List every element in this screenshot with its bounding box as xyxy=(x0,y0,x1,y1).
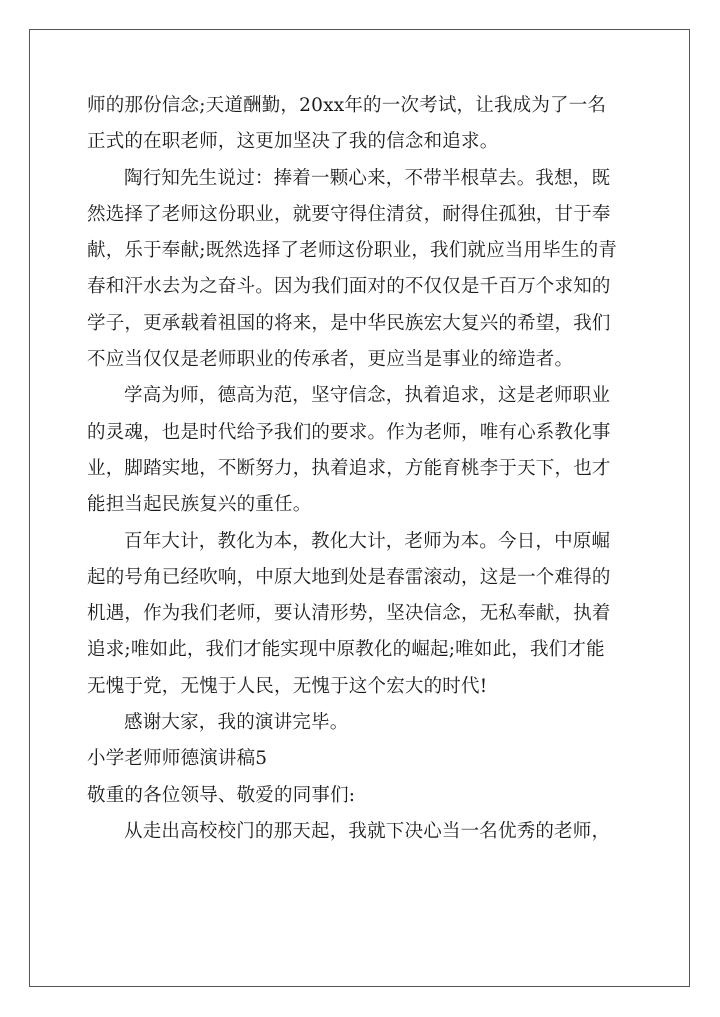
text-line: 追求;唯如此，我们才能实现中原教化的崛起;唯如此，我们才能 xyxy=(87,639,605,661)
text-line: 正式的在职老师，这更加坚决了我的信念和追求。 xyxy=(87,131,499,153)
text-line: 的灵魂，也是时代给予我们的要求。作为老师，唯有心系教化事 xyxy=(87,421,611,443)
document-body xyxy=(87,88,635,850)
text-line: 业，脚踏实地，不断努力，执着追求，方能育桃李于天下，也才 xyxy=(87,457,611,479)
paragraph-start-line: 陶行知先生说过：捧着一颗心来，不带半根草去。我想，既 xyxy=(124,167,611,189)
salutation: 敬重的各位领导、敬爱的同事们: xyxy=(87,784,356,806)
closing-line: 感谢大家，我的演讲完毕。 xyxy=(124,712,349,734)
text-line: 起的号角已经吹响，中原大地到处是春雷滚动，这是一个难得的 xyxy=(87,566,611,588)
text-line: 不应当仅仅是老师职业的传承者，更应当是事业的缔造者。 xyxy=(87,349,574,371)
text-line: 然选择了老师这份职业，就要守得住清贫，耐得住孤独，甘于奉 xyxy=(87,203,611,225)
text-line: 机遇，作为我们老师，要认清形势，坚决信念，无私奉献，执着 xyxy=(87,603,611,625)
text-line: 能担当起民族复兴的重任。 xyxy=(87,494,312,516)
text-line: 学子，更承载着祖国的将来，是中华民族宏大复兴的希望，我们 xyxy=(87,312,611,334)
paragraph-start-line: 百年大计，教化为本，教化大计，老师为本。今日，中原崛 xyxy=(124,530,611,552)
text-line: 献，乐于奉献;既然选择了老师这份职业，我们就应当用毕生的青 xyxy=(87,240,618,262)
text-line: 无愧于党，无愧于人民，无愧于这个宏大的时代! xyxy=(87,675,488,697)
paragraph-start-line: 从走出高校校门的那天起，我就下决心当一名优秀的老师， xyxy=(124,820,611,842)
text-line: 师的那份信念;天道酬勤，20xx年的一次考试，让我成为了一名 xyxy=(87,95,607,116)
text-line: 春和汗水去为之奋斗。因为我们面对的不仅仅是千百万个求知的 xyxy=(87,276,611,298)
section-title: 小学老师师德演讲稿5 xyxy=(87,748,268,770)
paragraph-start-line: 学高为师，德高为范，坚守信念，执着追求，这是老师职业 xyxy=(124,385,611,407)
